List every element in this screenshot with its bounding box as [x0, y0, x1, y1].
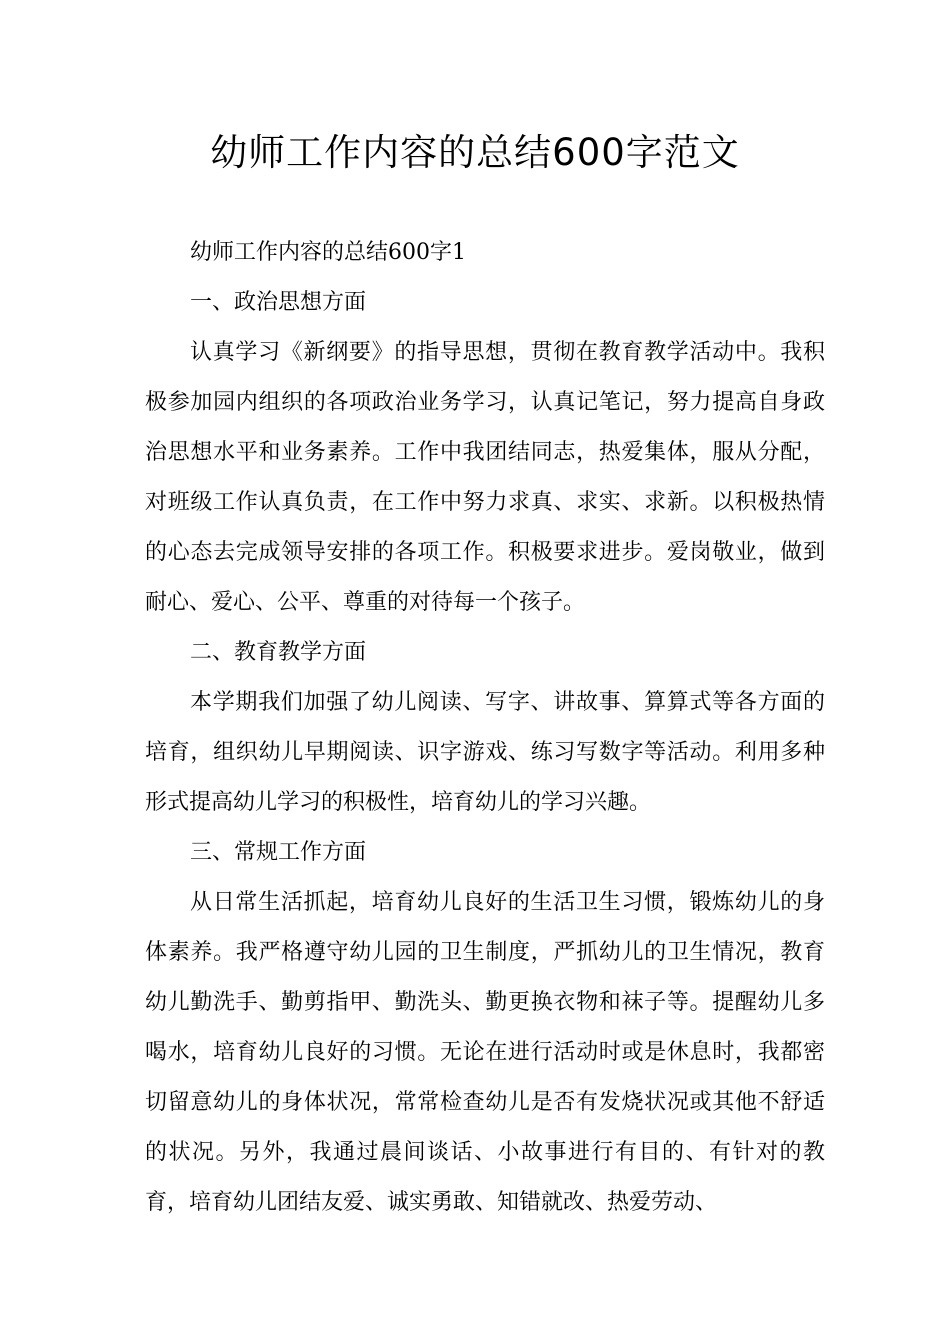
subsection-heading: 二、教育教学方面 — [190, 640, 367, 665]
section-heading: 幼师工作内容的总结600字1 — [190, 240, 466, 265]
body-paragraph: 认真学习《新纲要》的指导思想，贯彻在教育教学活动中。我积极参加园内组织的各项政治业务学习，认真记笔记，努力提高自身政治思想水平和业务素养。工作中我团结同志，热爱集体，服从分配，对班级工作认真负责，在工作中努力求真、求实、求新。以积极热情的心态去完成领导安排的各项工作。积极要求进步。爱岗敬业，做到耐心、爱心、公平、尊重的对待每一个孩子。 — [145, 340, 825, 615]
subsection-heading: 三、常规工作方面 — [190, 840, 367, 865]
subsection-heading: 一、政治思想方面 — [190, 290, 367, 315]
document-title: 幼师工作内容的总结600字范文 — [210, 131, 740, 174]
body-paragraph: 本学期我们加强了幼儿阅读、写字、讲故事、算算式等各方面的培育，组织幼儿早期阅读、识字游戏、练习写数字等活动。利用多种形式提高幼儿学习的积极性，培育幼儿的学习兴趣。 — [145, 690, 825, 815]
document-body — [145, 228, 825, 1228]
body-paragraph: 从日常生活抓起，培育幼儿良好的生活卫生习惯，锻炼幼儿的身体素养。我严格遵守幼儿园的卫生制度，严抓幼儿的卫生情况，教育幼儿勤洗手、勤剪指甲、勤洗头、勤更换衣物和袜子等。提醒幼儿多喝水，培育幼儿良好的习惯。无论在进行活动时或是休息时，我都密切留意幼儿的身体状况，常常检查幼儿是否有发烧状况或其他不舒适的状况。另外，我通过晨间谈话、小故事进行有目的、有针对的教育，培育幼儿团结友爱、诚实勇敢、知错就改、热爱劳动、 — [145, 890, 825, 1215]
